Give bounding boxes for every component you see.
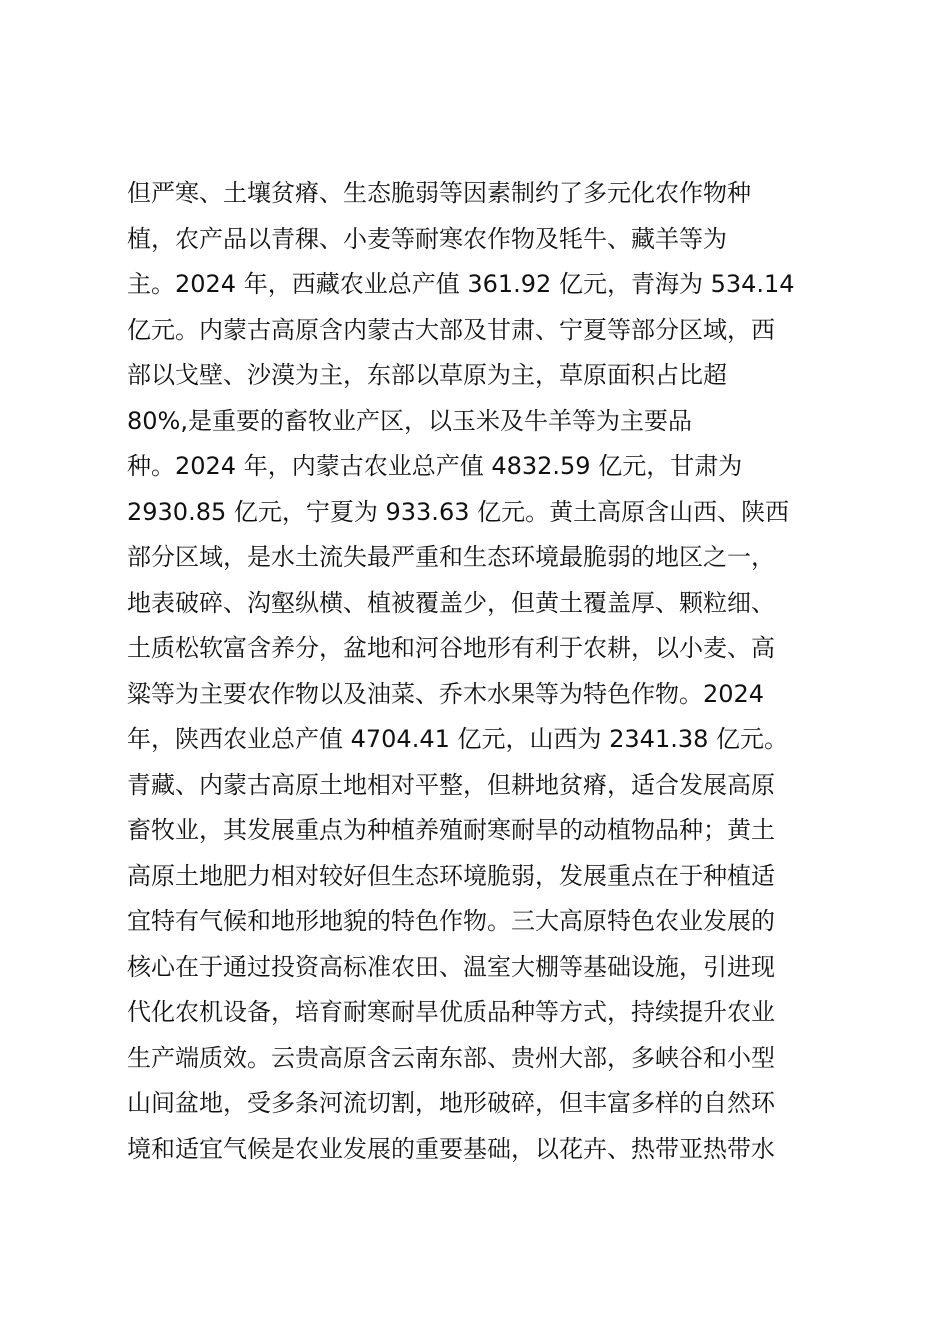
text-line: 粱等为主要农作物以及油菜、乔木水果等为特色作物。2024 [127, 679, 765, 708]
text-line: 畜牧业，其发展重点为种植养殖耐寒耐旱的动植物品种；黄土 [127, 816, 775, 844]
text-line: 2930.85 亿元，宁夏为 933.63 亿元。黄土高原含山西、陕西 [127, 497, 790, 526]
text-line: 但严寒、土壤贫瘠、生态脆弱等因素制约了多元化农作物种 [127, 179, 751, 207]
text-line: 高原土地肥力相对较好但生态环境脆弱，发展重点在于种植适 [127, 861, 775, 890]
text-line: 生产端质效。云贵高原含云南东部、贵州大部，多峡谷和小型 [127, 1043, 775, 1072]
text-line: 宜特有气候和地形地貌的特色作物。三大高原特色农业发展的 [127, 907, 775, 935]
text-line: 植，农产品以青稞、小麦等耐寒农作物及牦牛、藏羊等为 [127, 224, 727, 253]
text-line: 青藏、内蒙古高原土地相对平整，但耕地贫瘠，适合发展高原 [127, 770, 775, 799]
text-line: 亿元。内蒙古高原含内蒙古大部及甘肃、宁夏等部分区域，西 [127, 315, 775, 344]
text-line: 境和适宜气候是农业发展的重要基础，以花卉、热带亚热带水 [127, 1134, 775, 1163]
text-line: 80%,是重要的畜牧业产区，以玉米及牛羊等为主要品 [127, 406, 692, 435]
body-paragraph [127, 171, 827, 1172]
text-line: 种。2024 年，内蒙古农业总产值 4832.59 亿元，甘肃为 [127, 452, 743, 480]
text-line: 土质松软富含养分，盆地和河谷地形有利于农耕，以小麦、高 [127, 634, 775, 662]
text-line: 主。2024 年，西藏农业总产值 361.92 亿元，青海为 534.14 [127, 270, 795, 298]
text-line: 核心在于通过投资高标准农田、温室大棚等基础设施，引进现 [127, 952, 775, 981]
text-line: 地表破碎、沟壑纵横、植被覆盖少，但黄土覆盖厚、颗粒细、 [127, 588, 775, 617]
text-line: 部以戈壁、沙漠为主，东部以草原为主，草原面积占比超 [127, 361, 727, 389]
text-line: 年，陕西农业总产值 4704.41 亿元，山西为 2341.38 亿元。 [127, 725, 789, 753]
text-line: 山间盆地，受多条河流切割，地形破碎，但丰富多样的自然环 [127, 1089, 775, 1117]
text-line: 部分区域，是水土流失最严重和生态环境最脆弱的地区之一， [127, 543, 775, 571]
text-line: 代化农机设备，培育耐寒耐旱优质品种等方式，持续提升农业 [127, 998, 775, 1026]
